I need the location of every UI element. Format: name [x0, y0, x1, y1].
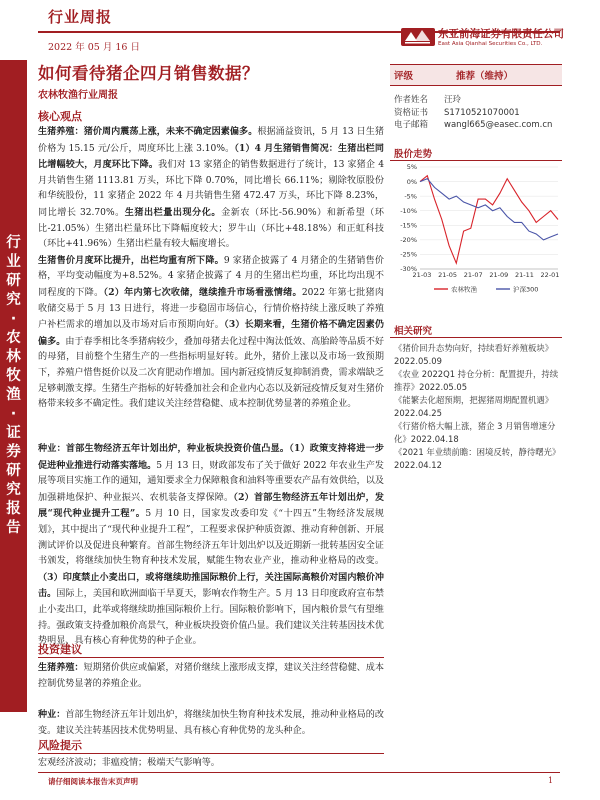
rating-label: 评级 — [394, 71, 414, 82]
company-logo-icon — [401, 28, 435, 46]
section-core-view: 核心观点 — [38, 110, 82, 123]
x-tick-label: 21-11 — [514, 271, 534, 279]
text-long-term: 由于春季相比冬季猪病较少，叠加母猪去化过程中淘汰低效、高胎龄等品质不好的母猪，目前整个生猪生产的一些指标明显好转。此外，猪价上涨以及市场一致预期下，养殖户惜售挺价以及二次育肥动作增加。国内新冠疫情反复抑制消费，需求端缺乏足够刺激支撑。生猪生产指标的好转叠加社会和企业内心态以及新冠疫情反复对生猪价格带来较多不确定性。我们建议关注经营稳健、成本控制优势显著的养殖企业。 — [38, 336, 384, 410]
analyst-value[interactable]: wangl665@easec.com.cn — [444, 120, 553, 130]
related-research-list — [390, 342, 566, 472]
lead-hog-farming: 生猪养殖：猪价周内震荡上涨，未来不确定因素偏多。 — [38, 126, 258, 137]
text-hog-farming: 根据涌益资讯，5 月 13 日生猪价格为 15.15 元/公斤，周度环比上涨 3.10%。 — [38, 127, 384, 154]
legend-label: 沪深300 — [513, 285, 539, 294]
y-tick-label: -20% — [400, 236, 417, 245]
analyst-row — [390, 107, 562, 120]
page-number: 1 — [548, 776, 554, 785]
y-tick-label: -25% — [400, 250, 417, 259]
seed-part-1: 首部生物经济五年计划出炉，种业板块投资价值凸显。（1）政策支持将进一步促进种业推进行动落实落地。 — [38, 443, 384, 471]
text-divergence: 金新农（环比-56.90%）和新希望（环比-21.05%）生猪出栏量环比下降幅度较大；罗牛山（环比+48.18%）和正虹科技（环比+41.96%）生猪出栏量有较大幅度增长。 — [38, 207, 384, 250]
advice-hog-lead: 生猪养殖： — [38, 662, 84, 673]
x-tick-label: 21-05 — [438, 271, 458, 279]
text-price-weight: 9 家猪企披露了 4 月猪企的生猪销售价格，平均变动幅度为+8.52%。4 家猪企披露了 4 月的生猪出栏均重，环比均出现不同程度的下降。 — [38, 255, 384, 298]
divider — [38, 753, 384, 754]
related-report-link[interactable]: 《能繁去化超预期，把握猪周期配置机遇》2022.04.25 — [394, 395, 554, 418]
analyst-label: 电子邮箱 — [394, 120, 429, 130]
y-tick-label: 5% — [406, 163, 417, 172]
seed-intro: 种业： — [38, 443, 66, 454]
related-report-link[interactable]: 《2021 年业绩前瞻：困境反转，静待曙光》2022.04.12 — [394, 447, 561, 470]
company-name-en: East Asia Qianhai Securities Co., LTD. — [438, 41, 543, 47]
stock-chart-title: 股价走势 — [390, 146, 562, 161]
section-risk: 风险提示 — [38, 739, 82, 752]
seed-part-2: 5 月 13 日，财政部发布了关于做好 2022 年农业生产发展等项目实施工作的通知，通知要求全力保障粮食和油料等重要农产品有效供给，以及加强耕地保护、种业振兴、农机装备支撑保障。 — [38, 460, 384, 503]
lead-long-term: （3）长期来看，生猪价格不确定因素仍偏多。 — [38, 319, 384, 347]
analyst-label: 资格证书 — [394, 107, 429, 118]
analyst-row — [390, 94, 562, 107]
risk-text: 宏观经济波动；非瘟疫情；极端天气影响等。 — [38, 758, 220, 768]
report-subtitle: 农林牧渔行业周报 — [38, 90, 118, 101]
divider — [38, 657, 384, 658]
seed-part-3: （2）首部生物经济五年计划出炉，发展“现代种业提升工程”。 — [38, 491, 384, 520]
related-report-link[interactable]: 《猪价回升态势向好，持续看好养殖板块》2022.05.09 — [394, 343, 554, 366]
x-tick-label: 21-09 — [489, 271, 509, 279]
text-reserve: 2022 年第七批猪肉收储交易于 5 月 13 日进行，将进一步稳固市场信心，行情价格持续上涨反映了养殖户补栏需求的增加以及市场对后市预期向好。 — [38, 287, 384, 331]
advice-seed-text — [38, 707, 384, 739]
series-line-agri — [420, 176, 558, 264]
report-type: 行业周报 — [48, 8, 113, 26]
analyst-value: 汪玲 — [444, 95, 462, 105]
company-name-cn: 东亚前海证券有限责任公司 — [438, 28, 564, 40]
analyst-label: 作者姓名 — [394, 95, 429, 105]
advice-seed-body: 首部生物经济五年计划出炉，将继续加快生物育种技术发展，推动种业格局的改变。建议关注转基因技术优势明显、具有核心育种优势的龙头种企。 — [38, 710, 384, 736]
text-april-sales: 我们对 13 家猪企的销售数据进行了统计，13 家猪企 4 月共销售生猪 1113.81 万头，环比下降 0.70%，同比增长 66.11%；剔除牧原股份和华统股份，11 家猪企 2022 年 4 月共销售生猪 472.47 万头，环比下降 8.23%，同比增长 32.70%。 — [38, 160, 384, 218]
y-tick-label: -5% — [404, 192, 417, 201]
footer-rule — [38, 772, 560, 773]
x-tick-label: 22-01 — [540, 271, 560, 279]
advice-seed-lead: 种业： — [38, 709, 66, 720]
series-line-csi300 — [420, 179, 558, 240]
seed-part-4: 5 月 10 日，国家发改委印发《“十四五”生物经济发展规划》，其中提出了“现代种业提升工程”，工程要求保护种质资源、推动育种创新、开展测试评价以及促进良种繁育。首部生物经济五年计划出炉以及近期新一批转基因安全证书颁发，将继续加快生物育种技术发展，赋能生物农业产业，推动种业格局的改变。 — [38, 509, 385, 567]
advice-hog-body: 短期猪价供应或偏紧，对猪价继续上涨形成支撑，建议关注经营稳健、成本控制优势显著的养殖企业。 — [38, 663, 384, 689]
related-report-link[interactable]: 《行猪价格大幅上涨，猪企 3 月销售增速分化》2022.04.18 — [394, 421, 556, 444]
related-report-link[interactable]: 《农业 2022Q1 持仓分析：配置提升，持续推荐》2022.05.05 — [394, 369, 559, 392]
section-investment-advice: 投资建议 — [38, 643, 82, 656]
y-tick-label: -10% — [400, 206, 417, 215]
company-name — [438, 28, 564, 48]
report-title: 如何看待猪企四月销售数据？ — [38, 64, 259, 83]
lead-april-sales: （1）4 月生猪销售简况：生猪出栏同比增幅较大，月度环比下降。 — [38, 142, 384, 171]
analyst-row — [390, 119, 562, 132]
related-research-title: 相关研究 — [390, 323, 562, 338]
seed-industry-text — [38, 441, 384, 650]
stock-price-chart — [390, 163, 562, 301]
y-tick-label: 0% — [406, 177, 417, 186]
lead-reserve: （2）年内第七次收储，继续推升市场看涨情绪。 — [103, 286, 302, 298]
lead-price-weight: 生猪售价月度环比提升，出栏均重有所下降。 — [38, 254, 224, 266]
y-tick-label: -15% — [400, 221, 417, 230]
x-tick-label: 21-03 — [412, 271, 432, 279]
analyst-value: S1710521070001 — [444, 107, 520, 118]
core-view-text — [38, 124, 384, 413]
x-tick-label: 21-07 — [463, 271, 483, 279]
seed-part-5: （3）印度禁止小麦出口，或将继续助推国际粮价上行，关注国际高粮价对国内粮价冲击。 — [38, 571, 384, 600]
report-date: 2022 年 05 月 16 日 — [48, 42, 140, 53]
seed-part-6: 国际上，美国和欧洲面临干旱夏天，影响农作物生产。5 月 13 日印度政府宣布禁止小麦出口，此举或将继续助推国际粮价上行。国际粮价影响下，国内粮价景气有望维持。强政策支持叠加粮价高景气，种业板块投资价值凸显。我们建议关注转基因技术优势明显、具有核心育种优势的种子企业。 — [38, 589, 384, 647]
rating-value: 推荐（维持） — [456, 71, 514, 82]
rating-bar — [390, 64, 562, 86]
legend-label: 农林牧渔 — [451, 285, 477, 294]
advice-hog-text — [38, 660, 384, 692]
side-banner: 行业研究·农林牧渔·证券研究报告 — [0, 60, 27, 712]
lead-divergence: 生猪出栏量出现分化。 — [124, 206, 222, 218]
y-tick-label: -30% — [400, 265, 417, 274]
analyst-info — [390, 94, 562, 132]
disclaimer-note: 请仔细阅读本报告末页声明 — [48, 777, 138, 786]
